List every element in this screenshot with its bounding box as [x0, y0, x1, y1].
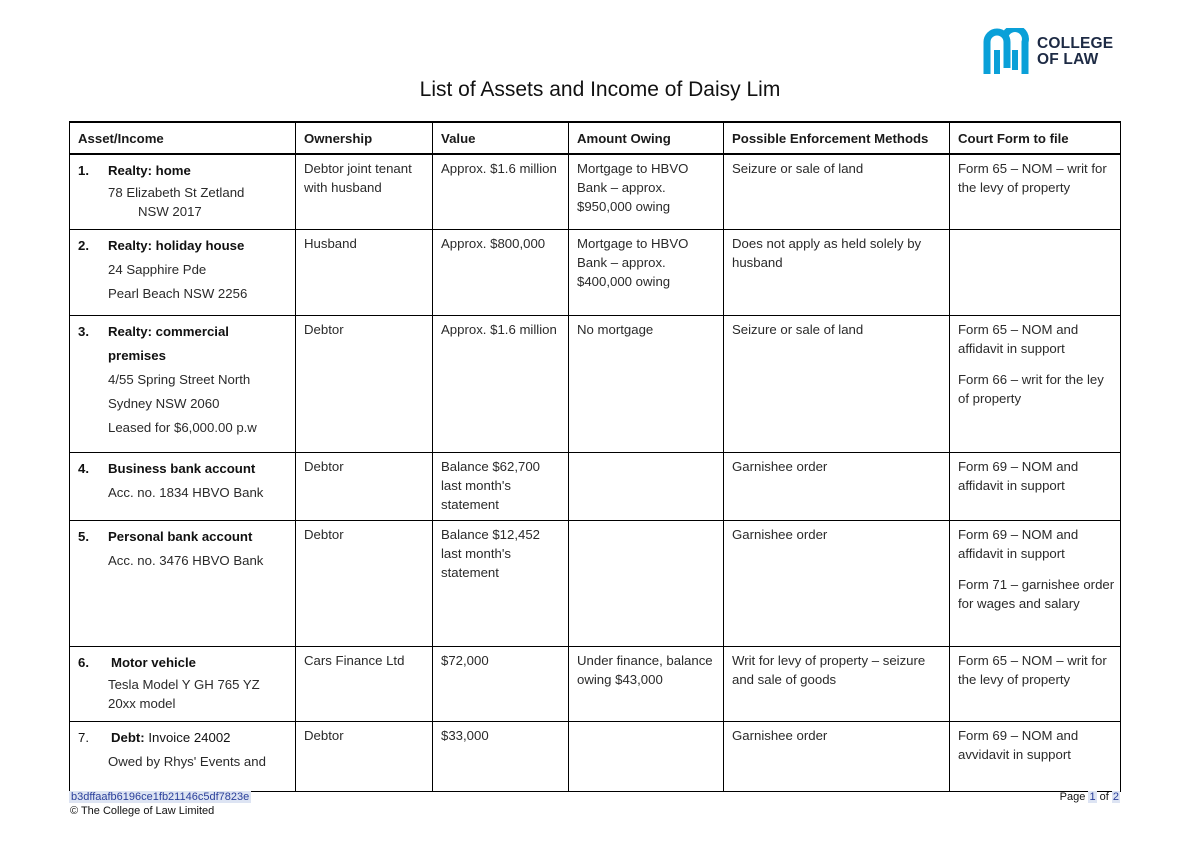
owing-cell	[569, 520, 724, 646]
table-row	[70, 452, 1121, 520]
table-row	[70, 229, 1121, 315]
asset-detail: Acc. no. 3476 HBVO Bank	[108, 552, 264, 568]
owing-cell: Mortgage to HBVO Bank – approx. $400,000 owing	[569, 229, 724, 315]
method-cell: Seizure or sale of land	[724, 154, 950, 229]
table-header-row	[70, 122, 1121, 154]
table-row	[70, 721, 1121, 791]
col-header-methods: Possible Enforcement Methods	[724, 122, 950, 154]
page-total: 2	[1112, 791, 1119, 803]
col-header-value: Value	[433, 122, 569, 154]
logo-line2: OF LAW	[1037, 51, 1099, 68]
asset-heading: Motor vehicle	[111, 654, 197, 670]
asset-detail: Pearl Beach NSW 2256	[108, 285, 248, 301]
page-of: of	[1099, 791, 1109, 803]
method-cell: Writ for levy of property – seizure and sale of goods	[724, 646, 950, 721]
asset-cell	[70, 646, 296, 721]
method-cell: Garnishee order	[724, 721, 950, 791]
ownership-cell: Debtor	[296, 721, 433, 791]
form-cell	[950, 721, 1121, 791]
form-entry: Form 69 – NOM and affidavit in support	[958, 458, 1079, 493]
table-row	[70, 520, 1121, 646]
form-entry: Form 69 – NOM and avvidavit in support	[958, 727, 1079, 762]
asset-detail: Leased for $6,000.00 p.w	[108, 419, 257, 435]
form-cell	[950, 154, 1121, 229]
asset-detail: NSW 2017	[138, 204, 202, 219]
ownership-cell: Cars Finance Ltd	[296, 646, 433, 721]
page-title: List of Assets and Income of Daisy Lim	[419, 78, 781, 101]
form-cell	[950, 229, 1121, 315]
row-number: 5.	[78, 528, 89, 544]
owing-cell: Mortgage to HBVO Bank – approx. $950,000 owing	[569, 154, 724, 229]
value-cell: Approx. $1.6 million	[433, 154, 569, 229]
form-cell	[950, 315, 1121, 452]
value-cell: $72,000	[433, 646, 569, 721]
ownership-cell: Husband	[296, 229, 433, 315]
asset-cell	[70, 452, 296, 520]
asset-detail: 4/55 Spring Street North	[108, 371, 251, 387]
col-header-owing: Amount Owing	[569, 122, 724, 154]
asset-detail: 78 Elizabeth St Zetland	[108, 185, 245, 200]
page-word: Page	[1059, 791, 1086, 803]
owing-cell	[569, 721, 724, 791]
ownership-cell: Debtor joint tenant with husband	[296, 154, 433, 229]
page-number	[1060, 791, 1120, 803]
asset-heading: Personal bank account	[108, 528, 253, 544]
asset-heading: Debt:	[111, 729, 145, 745]
copyright-notice: © The College of Law Limited	[70, 805, 215, 817]
value-cell: Approx. $1.6 million	[433, 315, 569, 452]
logo-line1: COLLEGE	[1037, 35, 1114, 52]
document-id: b3dffaafb6196ce1fb21146c5df7823e	[71, 791, 250, 803]
form-entry: Form 65 – NOM – writ for the levy of property	[958, 652, 1107, 687]
asset-detail: Acc. no. 1834 HBVO Bank	[108, 484, 264, 500]
form-cell	[950, 520, 1121, 646]
row-number: 6.	[78, 654, 89, 670]
asset-detail: Sydney NSW 2060	[108, 395, 220, 411]
value-cell: $33,000	[433, 721, 569, 791]
logo-wordmark	[1037, 36, 1113, 68]
assets-table	[69, 121, 1121, 792]
owing-cell: Under finance, balance owing $43,000	[569, 646, 724, 721]
value-cell: Approx. $800,000	[433, 229, 569, 315]
row-number: 7.	[78, 729, 89, 745]
asset-cell	[70, 315, 296, 452]
asset-detail: Tesla Model Y GH 765 YZ 20xx model	[108, 676, 260, 711]
asset-detail: Owed by Rhys' Events and	[108, 753, 266, 769]
asset-cell	[70, 520, 296, 646]
page-current: 1	[1089, 791, 1096, 803]
college-logo-icon	[983, 28, 1029, 76]
asset-cell	[70, 229, 296, 315]
college-of-law-logo	[983, 28, 1113, 76]
method-cell: Garnishee order	[724, 452, 950, 520]
row-number: 1.	[78, 163, 89, 178]
method-cell: Seizure or sale of land	[724, 315, 950, 452]
asset-heading: Realty: holiday house	[108, 237, 245, 253]
table-row	[70, 315, 1121, 452]
ownership-cell: Debtor	[296, 452, 433, 520]
form-entry: Form 71 – garnishee order for wages and salary	[958, 576, 1115, 611]
form-entry: Form 65 – NOM and affidavit in support	[958, 321, 1079, 356]
method-cell: Garnishee order	[724, 520, 950, 646]
asset-cell	[70, 154, 296, 229]
asset-heading-cont: premises	[108, 347, 166, 363]
row-number: 4.	[78, 460, 89, 476]
asset-heading-rest: Invoice 24002	[144, 729, 231, 745]
row-number: 3.	[78, 323, 89, 339]
method-cell: Does not apply as held solely by husband	[724, 229, 950, 315]
col-header-ownership: Ownership	[296, 122, 433, 154]
value-cell: Balance $12,452 last month's statement	[433, 520, 569, 646]
value-cell: Balance $62,700 last month's statement	[433, 452, 569, 520]
col-header-asset: Asset/Income	[70, 122, 296, 154]
form-entry: Form 69 – NOM and affidavit in support	[958, 526, 1079, 561]
asset-heading: Business bank account	[108, 460, 256, 476]
table-row	[70, 154, 1121, 229]
form-cell	[950, 646, 1121, 721]
owing-cell: No mortgage	[569, 315, 724, 452]
asset-heading: Realty: commercial	[108, 323, 229, 339]
form-cell	[950, 452, 1121, 520]
owing-cell	[569, 452, 724, 520]
row-number: 2.	[78, 237, 89, 253]
form-entry: Form 65 – NOM – writ for the levy of property	[958, 161, 1107, 195]
asset-detail: 24 Sapphire Pde	[108, 261, 207, 277]
table-row	[70, 646, 1121, 721]
asset-cell	[70, 721, 296, 791]
ownership-cell: Debtor	[296, 315, 433, 452]
form-entry: Form 66 – writ for the ley of property	[958, 371, 1104, 406]
asset-heading: Realty: home	[108, 163, 191, 178]
ownership-cell: Debtor	[296, 520, 433, 646]
col-header-form: Court Form to file	[950, 122, 1121, 154]
